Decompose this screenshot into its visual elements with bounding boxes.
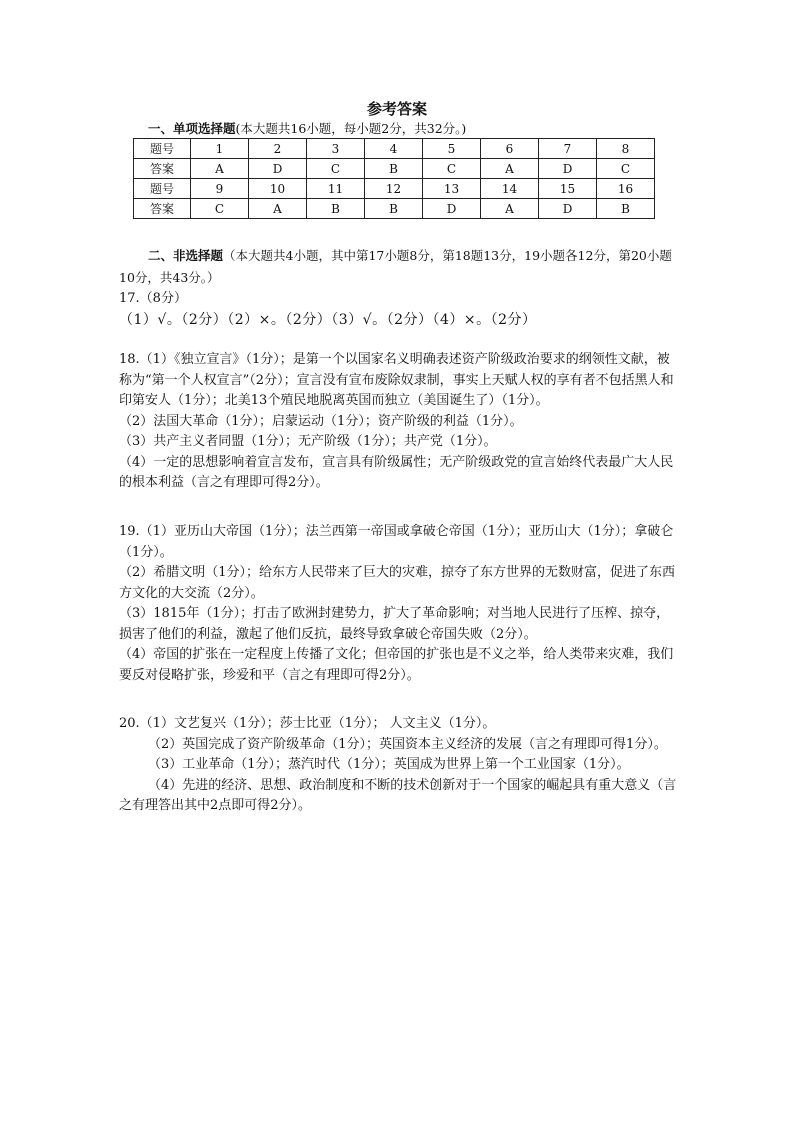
table-cell: 12 — [365, 179, 423, 199]
table-cell: C — [597, 159, 655, 179]
table-cell: 5 — [423, 139, 481, 159]
table-cell: D — [539, 159, 597, 179]
table-row — [134, 199, 655, 219]
table-cell: 15 — [539, 179, 597, 199]
question-19 — [119, 522, 679, 686]
q18-part3: （3）共产主义者同盟（1分）；无产阶级（1分）；共产党（1分）。 — [119, 434, 497, 449]
section1-heading: 一、单项选择题 — [148, 121, 236, 136]
table-cell: A — [191, 159, 249, 179]
section2-note: （本大题共4小题，其中第17小题8分，第18题13分，19小题各12分，第20小题10分，共43分。） — [119, 248, 672, 285]
table-cell: 13 — [423, 179, 481, 199]
section2-heading: 二、非选择题 — [148, 248, 224, 263]
q19-part1: 19.（1）亚历山大帝国（1分）；法兰西第一帝国或拿破仑帝国（1分）；亚历山大（1分）；拿破仑（1分）。 — [119, 524, 674, 560]
q17-answer: （1）√。（2分）（2）×。（2分）（3）√。（2分）（4）×。（2分） — [119, 311, 537, 328]
table-cell: B — [365, 159, 423, 179]
table-cell: D — [539, 199, 597, 219]
table-cell: 9 — [191, 179, 249, 199]
table-cell: 14 — [481, 179, 539, 199]
question-18 — [119, 350, 679, 494]
answer-table — [133, 138, 655, 219]
q20-part1: 20.（1）文艺复兴（1分）；莎士比亚（1分）； 人文主义（1分）。 — [119, 716, 496, 731]
page-title: 参考答案 — [366, 100, 427, 118]
table-cell: A — [249, 199, 307, 219]
table-cell: 11 — [307, 179, 365, 199]
table-cell: 3 — [307, 139, 365, 159]
table-cell: B — [597, 199, 655, 219]
section1-note: (本大题共16小题，每小题2分，共32分。) — [235, 121, 467, 136]
q17-title: 17.（8分） — [119, 291, 187, 306]
table-cell: B — [365, 199, 423, 219]
q20-part2: （2）英国完成了资产阶级革命（1分）；英国资本主义经济的发展（言之有理即可得1分）。 — [148, 736, 667, 752]
table-cell: 2 — [249, 139, 307, 159]
table-cell: B — [307, 199, 365, 219]
q18-part4: （4）一定的思想影响着宣言发布，宣言具有阶级属性；无产阶级政党的宣言始终代表最广大人民的根本利益（言之有理即可得2分）。 — [119, 454, 674, 490]
q18-part1: 18.（1）《独立宣言》（1分）；是第一个以国家名义明确表述资产阶级政治要求的纲领性文献，被称为“第一个人权宣言”（2分）；宣言没有宣布废除奴隶制，事实上天赋人权的享有者不包括黑人和印第安人（1分）；北美13个殖民地脱离英国而独立（美国诞生了）（1分）。 — [119, 352, 674, 408]
table-cell: C — [307, 159, 365, 179]
question-20 — [119, 714, 679, 817]
table-row — [134, 179, 655, 199]
section1-header — [148, 119, 466, 137]
q20-part3: （3）工业革命（1分）；蒸汽时代（1分）；英国成为世界上第一个工业国家（1分）。 — [148, 757, 630, 772]
row-header-cell: 答案 — [134, 199, 191, 219]
table-row — [134, 139, 655, 159]
q19-part4: （4）帝国的扩张在一定程度上传播了文化；但帝国的扩张也是不义之举，给人类带来灾难，我们要反对侵略扩张，珍爱和平（言之有理即可得2分）。 — [119, 647, 674, 683]
q20-part4: （4）先进的经济、思想、政治制度和不断的技术创新对于一个国家的崛起具有重大意义（言之有理答出其中2点即可得2分）。 — [119, 777, 677, 813]
table-cell: 10 — [249, 179, 307, 199]
question-17 — [119, 289, 679, 330]
q18-part2: （2）法国大革命（1分）；启蒙运动（1分）；资产阶级的利益（1分）。 — [119, 413, 523, 429]
table-cell: 7 — [539, 139, 597, 159]
q19-part3: （3）1815年（1分）；打击了欧洲封建势力，扩大了革命影响；对当地人民进行了压榨、掠夺，损害了他们的利益，激起了他们反抗，最终导致拿破仑帝国失败（2分）。 — [119, 606, 670, 642]
table-cell: D — [423, 199, 481, 219]
row-header-cell: 题号 — [134, 179, 191, 199]
table-cell: 8 — [597, 139, 655, 159]
table-cell: 16 — [597, 179, 655, 199]
table-cell: A — [481, 159, 539, 179]
table-row — [134, 159, 655, 179]
table-cell: 1 — [191, 139, 249, 159]
row-header-cell: 答案 — [134, 159, 191, 179]
row-header-cell: 题号 — [134, 139, 191, 159]
q19-part2: （2）希腊文明（1分）；给东方人民带来了巨大的灾难，掠夺了东方世界的无数财富，促进了东西方文化的大交流（2分）。 — [119, 565, 676, 601]
table-cell: D — [249, 159, 307, 179]
table-cell: C — [423, 159, 481, 179]
table-cell: 4 — [365, 139, 423, 159]
section2-header — [119, 245, 679, 289]
table-cell: C — [191, 199, 249, 219]
table-cell: 6 — [481, 139, 539, 159]
table-cell: A — [481, 199, 539, 219]
